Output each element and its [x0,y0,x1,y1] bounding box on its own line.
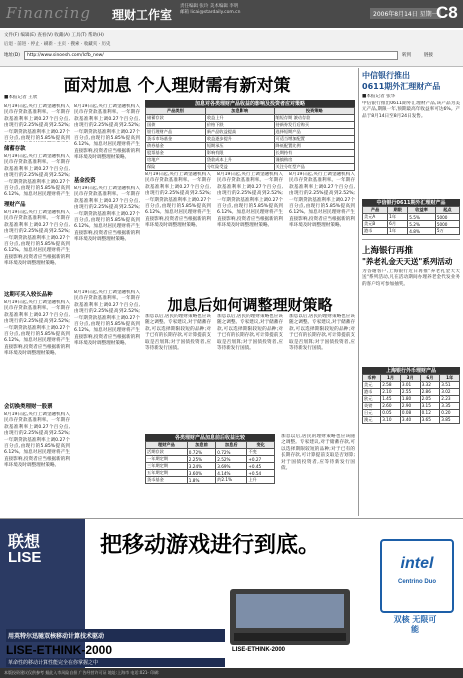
table-cell: +0.54 [247,470,275,477]
table-row [363,214,460,221]
email-line: 邮箱 licai@stardaily.com.cn [180,10,241,15]
table-cell: 2.23 [440,395,460,402]
table-cell: 影响有限 [205,150,274,157]
table-row [146,470,275,477]
table-header-row [146,108,355,115]
article1-col2 [74,104,140,289]
table-row [363,409,460,416]
article2-title: 加息后如何调整理财策略 [167,296,333,314]
table-row [363,402,460,409]
table-cell: 港币 [363,388,381,395]
article2-table-title: 各类理财产品加息前后收益比较 [145,434,275,441]
page-footer: 本版投资建议仅供参考 据此入市风险自担 广告经营许可证 地址:上海市 电话:021- 印刷: [0,668,463,678]
table-header-row [363,207,460,214]
centrino-label: Centrino Duo [398,579,436,585]
table-header-row [363,374,460,381]
table-cell: 1年 [388,228,408,235]
table-cell: 价格下跌 [205,122,274,129]
table-cell: 3.10 [381,416,401,423]
table-cell: 2.05 [420,395,440,402]
table-cell: 3.85 [440,416,460,423]
article2-paragraph: 加息以后,居民的理财策略也应该随之调整。专家建议,对于储蓄存款,可以选择期限较短的品种;对于已有的长期存款,可计算提前支取是否划算;对于国债投资者,应等待新发行国债。 [289,314,355,352]
table-cell: 股票基金 [146,150,206,157]
table-cell: 储蓄存款 [146,115,206,122]
table-cell: 长期持有 [274,150,354,157]
table-header: 1月 [381,374,401,381]
table-cell: 上升 [247,477,275,484]
table-header: 3月 [400,374,420,381]
table-cell: 3.65 [420,416,440,423]
table-cell: 0.20 [440,409,460,416]
impact-table [145,107,355,171]
table-row [146,129,355,136]
editor-line: 责任编辑 张玲 美术编辑 李明 [180,4,239,9]
table-cell: 分红险受益 [205,164,274,171]
article1-col1-lower [4,290,70,518]
ad-brand: 联想 [8,532,41,551]
rate-compare-table [145,441,275,484]
table-cell: 3.35 [440,402,460,409]
table-cell: 国债 [146,122,206,129]
table-cell: 5000 [435,214,459,221]
article1-sub4: 这期可买入较长品种 [4,292,53,298]
article1-table [145,100,355,171]
table-cell: 美元B [363,221,388,228]
ad-brand-en: LISE [8,549,42,566]
table-cell: 2.52% [216,456,247,463]
table-cell: 0.72% [216,449,247,456]
table-header: 加息后 [216,442,247,449]
table-cell: 5万 [435,228,459,235]
table-cell: 活期存款 [146,449,188,456]
article1-paragraph: 8月19日起,央行上调金融机构人民币存贷款基准利率。一年期存款基准利率上调0.27个百分点,由现行的2.25%提高到2.52%;一年期贷款基准利率上调0.27个百分点,由现行的5.85%提高到6.12%。加息对居民理财将产生 [4,154,70,198]
table-header: 1年 [440,374,460,381]
go-button[interactable]: 转到 [402,53,411,58]
table-row [146,164,355,171]
page-number: C8 [436,3,458,22]
table-cell: 降低配置比例 [274,143,354,150]
article2-paragraph: 加息以后,居民的理财策略也应该随之调整。专家建议,对于储蓄存款,可以选择期限较短的品种;对于已有的长期存款,可计算提前支取是否划算;对于国债投资者,应等待新发行国债。 [281,434,355,472]
table-cell: 美元A [363,214,388,221]
table-cell: 1.8% [187,477,215,484]
table-cell: +0.45 [247,463,275,470]
sidebar-headline1: 中信银行推出 [362,71,410,80]
table-cell: 关注分红型产品 [274,164,354,171]
table-cell: 银行理财产品 [146,129,206,136]
article1-sub1: 储蓄存款 [4,146,26,152]
sidebar-table2-title: 上海银行外币理财产品 [362,367,460,374]
ad-caption2: 革命性的移动计算性能完全在你掌握之中 [6,658,225,667]
sidebar-table-title: 中信银行0611期外汇理财产品 [362,199,460,206]
table-cell: 新产品收益提高 [205,129,274,136]
article1-lower-columns [145,172,355,290]
ad-caption: 用英特尔迅驰双核移动计算技术驱动 [6,629,225,642]
sidebar-text2: 为答谢客户,上海银行近日再推"养老礼金天天送"系列活动,凡在活动期间办理养老金代发业务的客户均可参加抽奖。 [362,268,460,287]
table-cell: 4.8% [408,228,436,235]
table-cell: 5.2% [408,221,436,228]
table-header: 变化 [247,442,275,449]
table-header: 收益率 [408,207,436,214]
table-cell: 2.55 [400,388,420,395]
table-cell: 0.05 [381,409,401,416]
section-title: 理财工作室 [112,8,173,22]
table-cell: 1年 [388,214,408,221]
ad-model-title: LISE-ETHINK-2000 [232,647,286,653]
article1-paragraph: 8月19日起,央行上调金融机构人民币存贷款基准利率。一年期存款基准利率上调0.27个百分点,由现行的2.25%提高到2.52%;一年期贷款基准利率上调0.27个百分点,由现行的5.85%提高到6.12%。加息对居民理财将产生直接影响,投资者应当根据新的利率环境及时调整理财策略。 [74,104,140,161]
links-button[interactable]: 链接 [424,53,433,58]
article1-paragraph: 8月19日起,央行上调金融机构人民币存贷款基准利率。一年期存款基准利率上调0.27个百分点,由现行的2.25%提高到2.52%;一年期贷款基准利率上调0.27个百分点,由现行的5.85%提高到6.12%。加息对居民理财将产生直接影响,投资者应当根据新的利率环境及时调整理财策略。 [289,172,355,229]
article1-sub5: 会切换类理财一股票 [4,404,53,410]
article1-sub3: 基金投资 [74,178,96,184]
table-cell: 五年期定期 [146,470,188,477]
citic-product-table [362,206,460,235]
sidebar-headline4: "养老礼金天天送"系列活动 [362,256,453,266]
table-row [146,477,275,484]
table-cell: 贷款成本上升 [205,157,274,164]
laptop-keyboard [234,633,346,641]
table-header: 期限 [388,207,408,214]
sidebar-byline: ■本报记者 张华 [362,94,396,99]
sidebar-text1: 中信银行推出0611期外汇理财产品,该产品为美元产品,期限一年,预期最高年收益率可达6%。产品于8月14日至8月24日发售。 [362,101,460,119]
table-cell: 2.10 [381,388,401,395]
table-cell: 2.86 [420,388,440,395]
laptop-image [230,589,350,645]
advertisement[interactable] [0,518,463,669]
shanghai-bank-table [362,374,460,424]
article1-paragraph: 8月19日起,央行上调金融机构人民币存贷款基准利率。一年期存款基准利率上调0.27个百分点,由现行的2.25%提高到2.52%;一年期贷款基准利率上调0.27个百分点,由现行的5.85%提高到6.12%。加息对居民理财将产生直接影响,投资者应当根据新的利率环境及时调整理财策略。 [74,186,140,243]
table-cell: 3.69% [216,463,247,470]
sidebar [362,70,460,516]
table-cell: 约2.1% [216,477,247,484]
table-cell: 缩短存期 滚动存款 [274,115,354,122]
table-header: 投资策略 [274,108,354,115]
table-cell: 澳元 [363,416,381,423]
masthead-script-word: Financing [6,4,91,22]
browser-toolbar[interactable]: 后退 · 前进 · 停止 · 刷新 · 主页 · 搜索 · 收藏夹 · 历史 [4,42,111,47]
table-cell: 货币市场基金 [146,136,206,143]
table-cell: 日元 [363,409,381,416]
laptop-screen [236,594,344,628]
table-cell: 1.45 [381,395,401,402]
table-row [146,122,355,129]
table-cell: 3.02 [440,388,460,395]
table-cell: 三年期定期 [146,463,188,470]
article2-paragraph: 加息以后,居民的理财策略也应该随之调整。专家建议,对于储蓄存款,可以选择期限较短的品种;对于已有的长期存款,可计算提前支取是否划算;对于国债投资者,应等待新发行国债。 [217,314,283,352]
table-cell: 1.80 [400,395,420,402]
table-cell: 选择短期产品 [274,129,354,136]
table-cell: 货币基金 [146,477,188,484]
table-row [146,115,355,122]
table-cell: 3.51 [440,381,460,388]
table-cell: 美元 [363,381,381,388]
table-row [363,228,460,235]
ad-badge: 双核 无限可能 [393,615,437,634]
table-cell: 3.01 [400,381,420,388]
table-cell: 5.5% [408,214,436,221]
table-header-row [146,442,275,449]
table-cell: 债券基金 [146,143,206,150]
table-header: 6月 [420,374,440,381]
table-cell: 5000 [435,221,459,228]
table-row [363,416,460,423]
table-row [146,449,275,456]
table-cell: 不变 [247,449,275,456]
intel-badge [380,539,454,613]
table-row [363,221,460,228]
article2-columns [145,314,355,432]
table-cell: 6月 [388,221,408,228]
table-cell: 0.08 [400,409,420,416]
table-header: 产品 [363,207,388,214]
table-cell: 0.72% [187,449,215,456]
table-cell: 英镑 [363,402,381,409]
address-label: 地址(D) [4,53,20,58]
article1-paragraph: 8月19日起,央行上调金融机构人民币存贷款基准利率。一年期存款基准利率上调0.27个百分点,由现行的2.25%提高到2.52%;一年期贷款基准利率上调0.27个百分点,由现行的5.85%提高到6.12%。加息对居民理财将产生直接影响,投资者应当根据新的利率环境及时调整理财策略。 [145,172,211,229]
table-row [146,143,355,150]
article1-table-title: 加息对各类理财产品收益的影响及投资者应对策略 [145,100,355,107]
article2-table [145,434,275,484]
table-header: 加息影响 [205,108,274,115]
address-bar [4,51,459,59]
article1-byline: ■本报记者 王欣 [4,95,38,100]
article1-title: 面对加息 个人理财需有新对策 [63,76,291,96]
table-cell: 房地产 [146,157,206,164]
article1-paragraph: 8月19日起,央行上调金融机构人民币存贷款基准利率。一年期存款基准利率上调0.27个百分点,由现行的2.25%提高到2.52%;一年期贷款基准利率上调0.27个百分点,由现行的5.85%提高到6.12%。加息对居民理财将产生直接影响,投资者应当根据新的利率环境及时调整理财策略。 [4,210,70,267]
table-cell: 3.32 [420,381,440,388]
article1-paragraph: 8月19日起,央行上调金融机构人民币存贷款基准利率。一年期存款基准利率上调0.27个百分点,由现行的2.25%提高到2.52%;一年期贷款基准利率上调0.27个百分点,由现行的5.85%提高到 [4,104,70,142]
table-row [363,395,460,402]
article1-paragraph: 8月19日起,央行上调金融机构人民币存贷款基准利率。一年期存款基准利率上调0.27个百分点,由现行的2.25%提高到2.52%;一年期贷款基准利率上调0.27个百分点,由现行的5.85%提高到6.12%。加息对居民理财将产生直接影响,投资者应当根据新的利率环境及时调整理财策略。 [4,412,70,469]
table-row [363,388,460,395]
masthead-info [180,4,320,16]
address-input[interactable]: http://www.sinoesh.com/lcfb_new/ [24,51,398,60]
table-cell: +0.27 [247,456,275,463]
intel-logo: intel [400,555,434,572]
table-cell: 欧元 [363,395,381,402]
table-header: 加息前 [187,442,215,449]
column-divider [358,68,359,516]
ad-slogan: 把移动游戏进行到底。 [100,533,321,558]
article1-paragraph: 8月19日起,央行上调金融机构人民币存贷款基准利率。一年期存款基准利率上调0.27个百分点,由现行的2.25%提高到2.52%;一年期贷款基准利率上调0.27个百分点,由现行的5.85%提高到6.12%。加息对居民理财将产生直接影响,投资者应当根据新的利率环境及时调整理财策略。 [74,290,140,347]
article2-paragraph: 加息以后,居民的理财策略也应该随之调整。专家建议,对于储蓄存款,可以选择期限较短的品种;对于已有的长期存款,可计算提前支取是否划算;对于国债投资者,应等待新发行国债。 [145,314,211,352]
browser-screenshot [0,30,463,67]
table-row [146,157,355,164]
article1-col1 [4,104,70,289]
browser-menu[interactable]: 文件(F) 编辑(E) 查看(V) 收藏(A) 工具(T) 帮助(H) [4,33,104,38]
table-cell: 3.15 [420,402,440,409]
table-cell: 0.12 [420,409,440,416]
article1-paragraph: 8月19日起,央行上调金融机构人民币存贷款基准利率。一年期存款基准利率上调0.27个百分点,由现行的2.25%提高到2.52%;一年期贷款基准利率上调0.27个百分点,由现行的5.85%提高到6.12%。加息对居民理财将产生直接影响,投资者应当根据新的利率环境及时调整理财策略。 [217,172,283,229]
sidebar-headline2: 0611期外汇理财产品 [362,82,441,91]
table-cell: 2.58 [381,381,401,388]
table-cell: 短期承压 [205,143,274,150]
table-cell: 3.40 [400,416,420,423]
table-cell: 2.25% [187,456,215,463]
table-row [363,381,460,388]
table-cell: 2.60 [381,402,401,409]
table-cell: 收益上升 [205,115,274,122]
article1-sub2: 理财产品 [4,202,26,208]
table-cell: 谨慎购房 [274,157,354,164]
table-cell: 3.24% [187,463,215,470]
table-row [146,150,355,157]
table-cell: 一年期定期 [146,456,188,463]
table-cell: 4.14% [216,470,247,477]
table-cell: 收益逐步提升 [205,136,274,143]
issue-date: 2006年8月14日 星期一 [370,8,441,19]
table-cell: 港币 [363,228,388,235]
table-row [146,456,275,463]
table-header: 产品类别 [146,108,206,115]
article1-paragraph: 8月19日起,央行上调金融机构人民币存贷款基准利率。一年期存款基准利率上调0.27个百分点,由现行的2.25%提高到2.52%;一年期贷款基准利率上调0.27个百分点,由现行的5.85%提高到6.12%。加息对居民理财将产生直接影响,投资者应当根据新的利率环境及时调整理财策略。 [4,300,70,357]
table-header: 币种 [363,374,381,381]
table-cell: 3.60% [187,470,215,477]
ad-model: LISE-ETHINK-2000 [6,643,113,657]
table-cell: 保险 [146,164,206,171]
sidebar-headline3: 上海银行再推 [362,245,414,256]
table-row [146,136,355,143]
table-row [146,463,275,470]
table-header: 起点 [435,207,459,214]
sidebar-divider [362,239,460,240]
table-cell: 2.90 [400,402,420,409]
table-cell: 待新券发行后购买 [274,122,354,129]
table-header: 理财产品 [146,442,188,449]
table-cell: 可适当增加配置 [274,136,354,143]
